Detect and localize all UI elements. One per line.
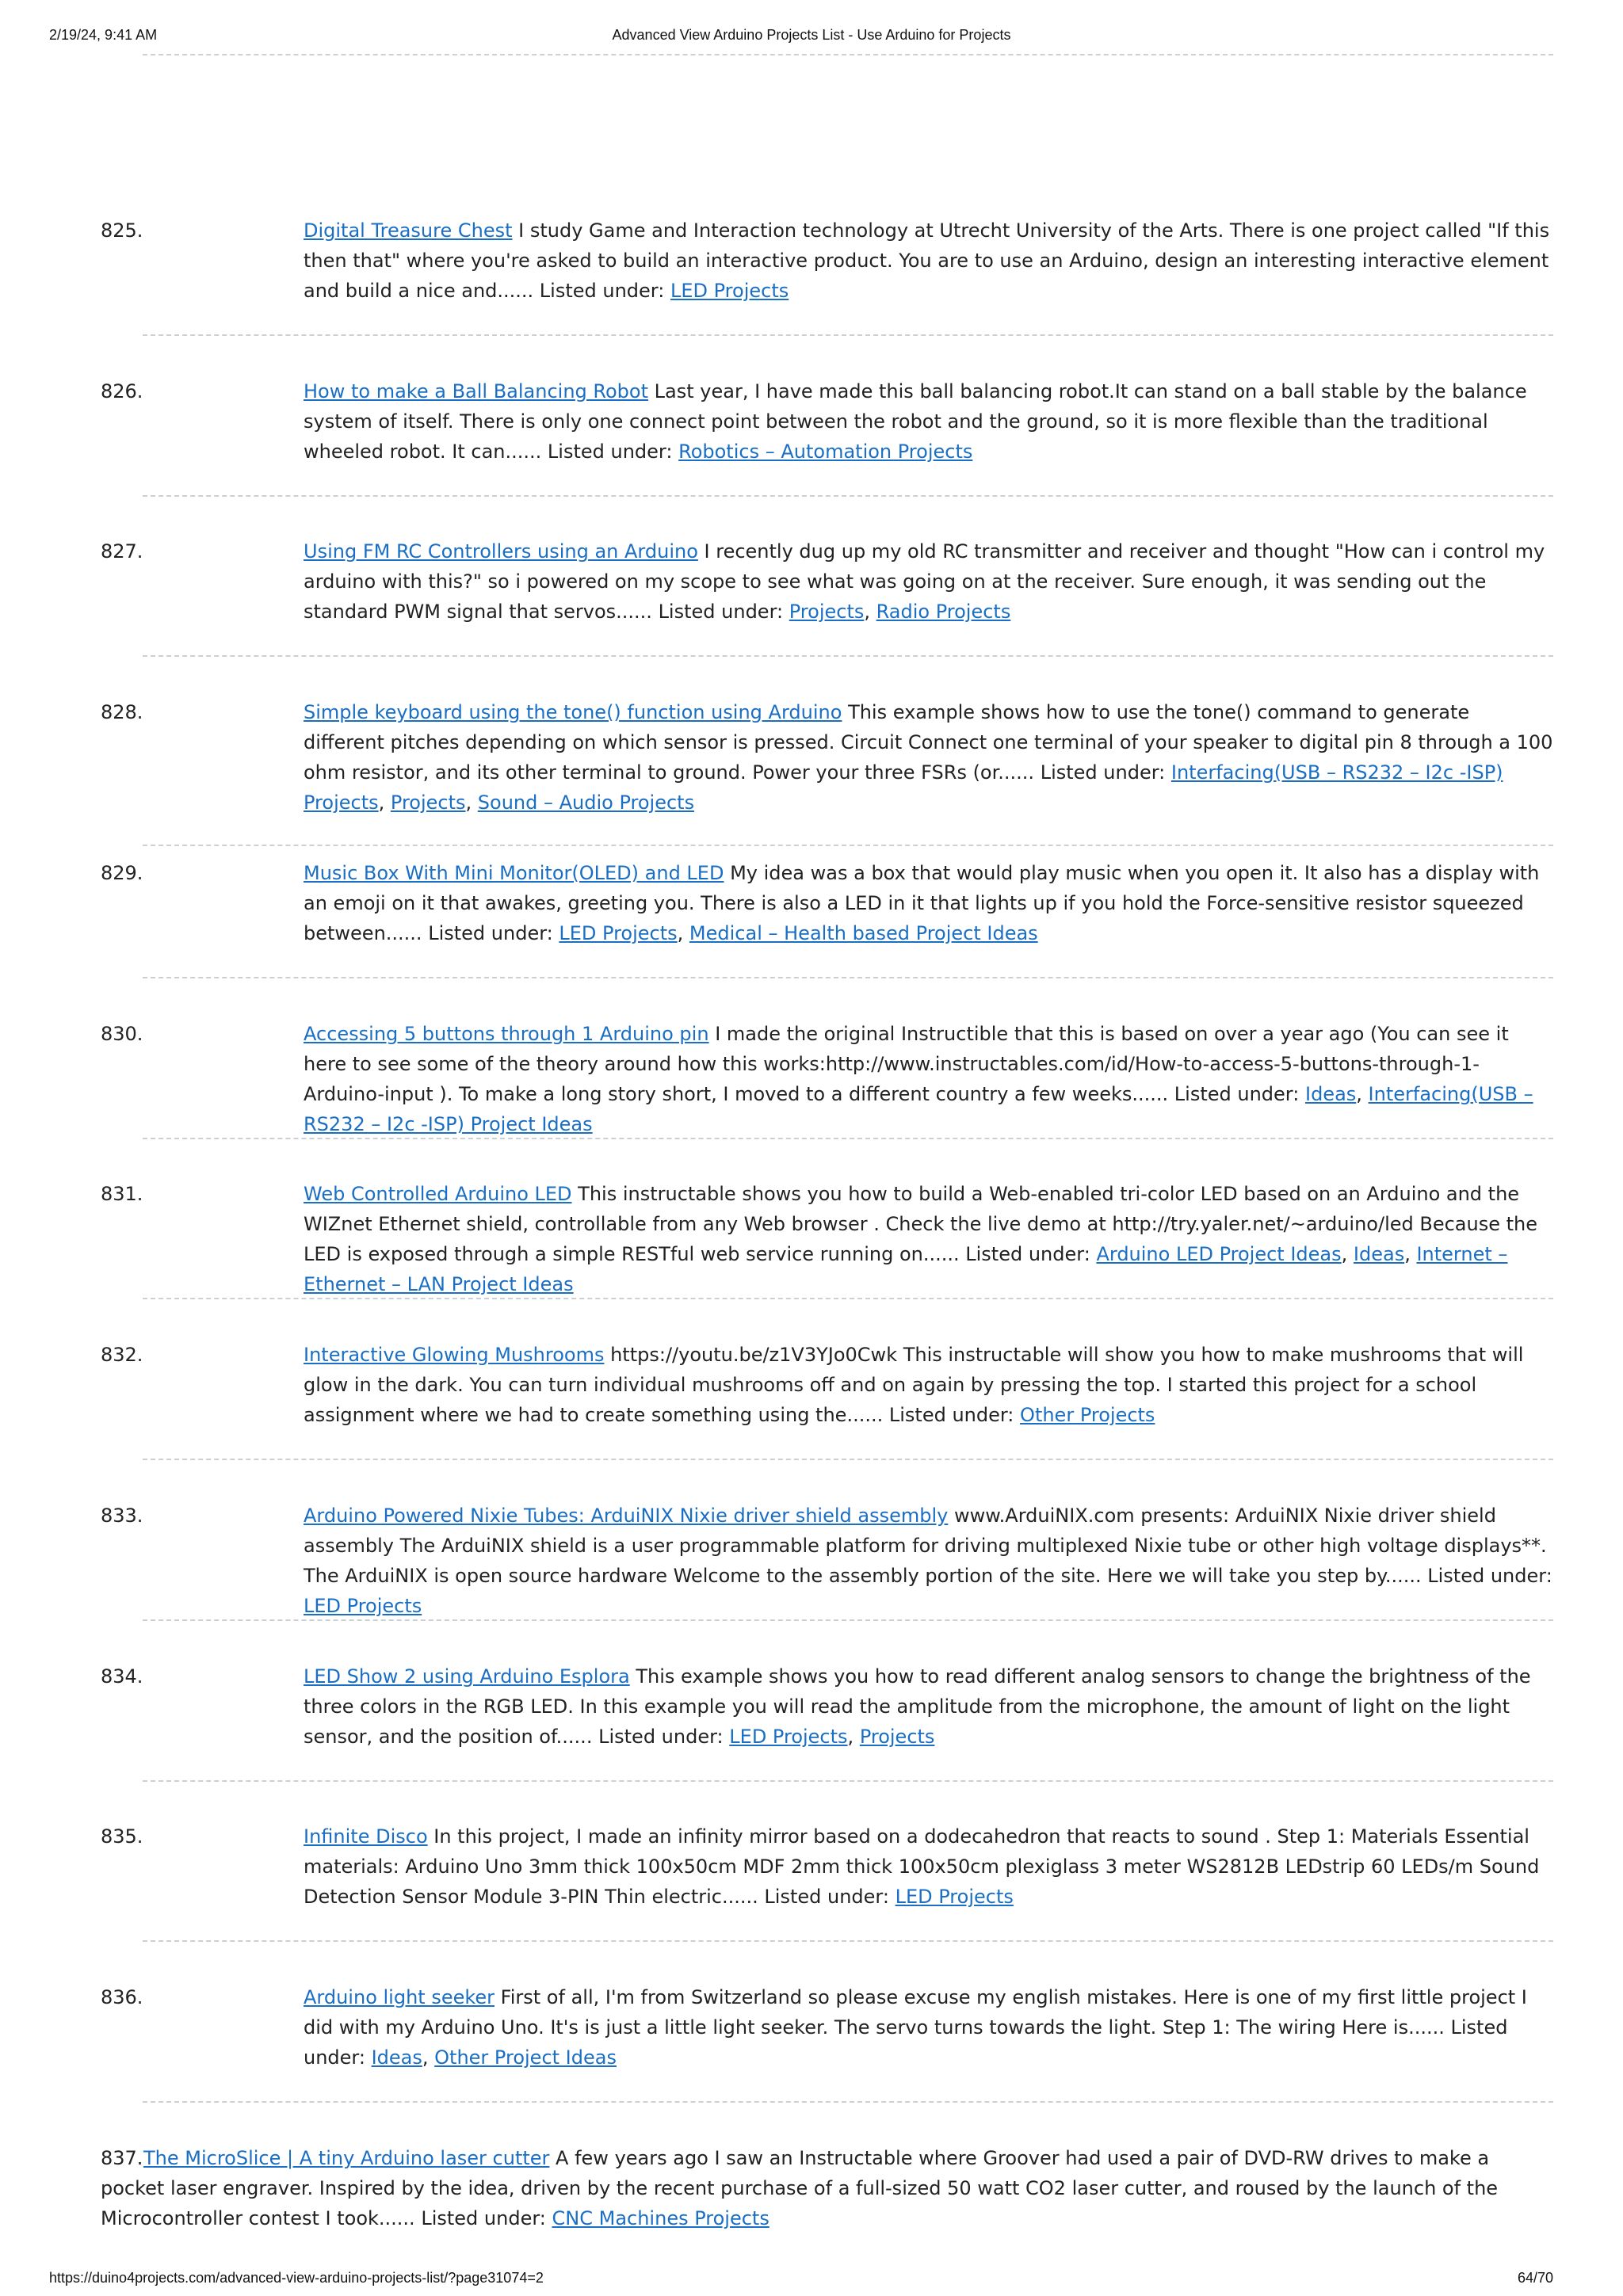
project-title-link[interactable]: Web Controlled Arduino LED (304, 1183, 572, 1205)
item-number: 835. (101, 1825, 143, 1848)
item-body (304, 1501, 1554, 1621)
item-body: Arduino light seeker First of all, I'm from Switzerland so please excuse my english mistakes. Here is one of my first little project I did with my Arduino Uno. It's is just a little light seeker. The servo turns towards the light. Step 1: The wiring Here is...... Listed under: Ideas, Other Project Ideas (304, 1986, 1527, 2069)
item-number: 829. (101, 862, 143, 884)
listed-under-label: Listed under: (539, 280, 665, 302)
item-body: Using FM RC Controllers using an Arduino I recently dug up my old RC transmitter and receiver and thought "How can i control my arduino with this?" so i powered on my scope to see what was going on at the receiver. Sure enough, it was sending out the standard PWM signal that servos...... Listed under: Projects, Radio Projects (304, 540, 1545, 623)
item-body: LED Show 2 using Arduino Esplora This example shows you how to read different analog sensors to change the brightness of the three colors in the RGB LED. In this example you will read the amplitude from the microphone, the amount of light on the light sensor, and the position of...... Listed under: LED Projects, Projects (304, 1665, 1531, 1748)
item-number: 831. (101, 1183, 143, 1205)
item-number: 825. (101, 219, 143, 242)
listed-under-label: Listed under: (658, 601, 784, 623)
entry-divider (143, 845, 1553, 846)
category-link[interactable]: Interfacing(USB – RS232 – I2c -ISP) Projects (304, 761, 1503, 814)
entry-divider (143, 2101, 1553, 2103)
category-link[interactable]: Projects (859, 1726, 935, 1748)
listed-under-label: Listed under: (1174, 1083, 1300, 1105)
item-body (304, 1340, 1554, 1430)
item-body (304, 376, 1554, 467)
item-number: 836. (101, 1986, 143, 2008)
listed-under-label: Listed under: (304, 2016, 1508, 2069)
item-body (304, 215, 1554, 306)
project-title-link[interactable]: Using FM RC Controllers using an Arduino (304, 540, 698, 563)
project-description: I made the original Instructible that this is based on over a year ago (You can see it here to see some of the theory around how this works:http://www.instructables.com/id/How-to-access-5-buttons-through-1-Arduino-input ). To make a long story short, I moved to a different country a few weeks...... (304, 1023, 1509, 1105)
project-title-link[interactable]: Interactive Glowing Mushrooms (304, 1344, 605, 1366)
listed-under-label: Listed under: (1040, 761, 1166, 784)
project-description: Last year, I have made this ball balancing robot.It can stand on a ball stable by the balance system of itself. There is only one connect point between the robot and the ground, so it is more flexible than the traditional wheeled robot. It can...... (304, 380, 1527, 463)
project-description: First of all, I'm from Switzerland so please excuse my english mistakes. Here is one of my first little project I did with my Arduino Uno. It's is just a little light seeker. The servo turns towards the light. Step 1: The wiring Here is...... (304, 1986, 1527, 2039)
item-number: 832. (101, 1344, 143, 1366)
category-link[interactable]: Interfacing(USB – RS232 – I2c -ISP) Project Ideas (304, 1083, 1533, 1135)
page-title: Advanced View Arduino Projects List - Use Arduino for Projects (612, 27, 1011, 43)
top-divider (143, 54, 1553, 55)
item-body (101, 2143, 1543, 2233)
category-link[interactable]: Projects (390, 791, 466, 814)
category-link[interactable]: CNC Machines Projects (552, 2207, 769, 2229)
category-link[interactable]: Other Projects (1020, 1404, 1155, 1426)
project-description: I study Game and Interaction technology at Utrecht University of the Arts. There is one project called "If this then that" where you're asked to build an interactive product. You are to use an Arduino, design an interesting interactive element and build a nice and...... (304, 219, 1550, 302)
item-body: Simple keyboard using the tone() function using Arduino This example shows how to use the tone() command to generate different pitches depending on which sensor is pressed. Circuit Connect one terminal of your speaker to digital pin 8 through a 100 ohm resistor, and its other terminal to ground. Power your three FSRs (or...... Listed under: Interfacing(USB – RS232 – I2c -ISP) Projects, Projects, Sound – Audio Projects (304, 701, 1553, 814)
category-link[interactable]: Arduino LED Project Ideas (1096, 1243, 1342, 1265)
print-header (0, 27, 1623, 51)
project-title-link[interactable]: Music Box With Mini Monitor(OLED) and LED (304, 862, 724, 884)
item-number: 828. (101, 701, 143, 723)
project-description: In this project, I made an infinity mirror based on a dodecahedron that reacts to sound . Step 1: Materials Essential materials: Arduino Uno 3mm thick 100x50cm MDF 2mm thick 100x50cm plexiglass 3 meter WS2812B LEDstrip 60 LEDs/m Sound Detection Sensor Module 3-PIN Thin electric...... (304, 1825, 1540, 1908)
entry-divider (143, 495, 1553, 497)
page-url: https://duino4projects.com/advanced-view-arduino-projects-list/?page31074=2 (49, 2270, 544, 2286)
category-link[interactable]: Medical – Health based Project Ideas (689, 922, 1038, 944)
entry-divider (143, 1940, 1553, 1942)
category-link[interactable]: Radio Projects (876, 601, 1011, 623)
item-number: 837. (101, 2147, 143, 2169)
category-link[interactable]: Internet – Ethernet – LAN Project Ideas (304, 1243, 1508, 1295)
project-title-link[interactable]: How to make a Ball Balancing Robot (304, 380, 649, 402)
item-body: Web Controlled Arduino LED This instructable shows you how to build a Web-enabled tri-color LED based on an Arduino and the WIZnet Ethernet shield, controllable from any Web browser . Check the live demo at http://try.yaler.net/~arduino/led Because the LED is exposed through a simple RESTful web service running on...... Listed under: Arduino LED Project Ideas, Ideas, Internet – Ethernet – LAN Project Ideas (304, 1183, 1537, 1295)
category-link[interactable]: LED Projects (304, 1595, 422, 1617)
item-body (304, 1821, 1554, 1912)
entry-divider (143, 977, 1553, 978)
entry-divider (143, 1780, 1553, 1782)
entry-divider (143, 655, 1553, 657)
category-link[interactable]: LED Projects (670, 280, 789, 302)
category-link[interactable]: Projects (789, 601, 865, 623)
page-indicator: 64/70 (1517, 2270, 1553, 2286)
category-link[interactable]: Ideas (1353, 1243, 1405, 1265)
category-link[interactable]: Robotics – Automation Projects (678, 441, 973, 463)
project-description: My idea was a box that would play music when you open it. It also has a display with an emoji on it that awakes, greeting you. There is also a LED in it that lights up if you hold the Force-sensitive resistor squeezed between...... (304, 862, 1540, 944)
listed-under-label: Listed under: (598, 1726, 724, 1748)
project-title-link[interactable]: The MicroSlice | A tiny Arduino laser cutter (143, 2147, 550, 2169)
project-description: https://youtu.be/z1V3YJo0Cwk This instructable will show you how to make mushrooms that will glow in the dark. You can turn individual mushrooms off and on again by pressing the top. I started this project for a school assignment where we had to create something using the...... (304, 1344, 1524, 1426)
item-number: 826. (101, 380, 143, 402)
project-description: www.ArduiNIX.com presents: ArduiNIX Nixie driver shield assembly The ArduiNIX shield is a user programmable platform for driving multiplexed Nixie tube or other high voltage displays**. The ArduiNIX is open source hardware Welcome to the assembly portion of the site. Here we will take you step by...... (304, 1505, 1547, 1587)
category-link[interactable]: Ideas (1304, 1083, 1357, 1105)
project-title-link[interactable]: LED Show 2 using Arduino Esplora (304, 1665, 630, 1688)
item-number: 830. (101, 1023, 143, 1045)
project-title-link[interactable]: Arduino Powered Nixie Tubes: ArduiNIX Nixie driver shield assembly (304, 1505, 949, 1527)
project-description: A few years ago I saw an Instructable where Groover had used a pair of DVD-RW drives to make a pocket laser engraver. Inspired by the idea, driven by the recent purchase of a full-sized 50 watt CO2 laser cutter, and roused by the launch of the Microcontroller contest I took...... (101, 2147, 1499, 2229)
category-link[interactable]: LED Projects (559, 922, 678, 944)
project-description: This instructable shows you how to build a Web-enabled tri-color LED based on an Arduino and the WIZnet Ethernet shield, controllable from any Web browser . Check the live demo at http://try.yaler.net/~arduino/led Because the LED is exposed through a simple RESTful web service running on...... (304, 1183, 1537, 1265)
item-number: 827. (101, 540, 143, 563)
listed-under-label: Listed under: (428, 922, 553, 944)
project-title-link[interactable]: Accessing 5 buttons through 1 Arduino pin (304, 1023, 709, 1045)
project-title-link[interactable]: Simple keyboard using the tone() function using Arduino (304, 701, 842, 723)
category-link[interactable]: LED Projects (729, 1726, 848, 1748)
project-description: This example shows how to use the tone() command to generate different pitches depending on which sensor is pressed. Circuit Connect one terminal of your speaker to digital pin 8 through a 100 ohm resistor, and its other terminal to ground. Power your three FSRs (or...... (304, 701, 1553, 784)
listed-under-label: Listed under: (421, 2207, 546, 2229)
category-link[interactable]: Ideas (371, 2046, 422, 2069)
entry-divider (143, 1459, 1553, 1460)
listed-under-label: Listed under: (965, 1243, 1090, 1265)
listed-under-label: Listed under: (1427, 1565, 1552, 1587)
project-title-link[interactable]: Digital Treasure Chest (304, 219, 513, 242)
print-datetime: 2/19/24, 9:41 AM (49, 27, 158, 43)
category-link[interactable]: Other Project Ideas (434, 2046, 617, 2069)
entry-divider (143, 334, 1553, 336)
listed-under-label: Listed under: (764, 1886, 889, 1908)
item-number: 833. (101, 1505, 143, 1527)
item-number: 834. (101, 1665, 143, 1688)
project-title-link[interactable]: Arduino light seeker (304, 1986, 495, 2008)
project-title-link[interactable]: Infinite Disco (304, 1825, 428, 1848)
category-link[interactable]: Sound – Audio Projects (477, 791, 695, 814)
category-link[interactable]: LED Projects (895, 1886, 1014, 1908)
item-body: Accessing 5 buttons through 1 Arduino pin I made the original Instructible that this is based on over a year ago (You can see it here to see some of the theory around how this works:http://www.instructables.com/id/How-to-access-5-buttons-through-1-Arduino-input ). To make a long story short, I moved to a different country a few weeks...... Listed under: Ideas, Interfacing(USB – RS232 – I2c -ISP) Project Ideas (304, 1023, 1533, 1135)
project-description: I recently dug up my old RC transmitter and receiver and thought "How can i control my arduino with this?" so i powered on my scope to see what was going on at the receiver. Sure enough, it was sending out the standard PWM signal that servos...... (304, 540, 1545, 623)
item-body: Music Box With Mini Monitor(OLED) and LED My idea was a box that would play music when you open it. It also has a display with an emoji on it that awakes, greeting you. There is also a LED in it that lights up if you hold the Force-sensitive resistor squeezed between...... Listed under: LED Projects, Medical – Health based Project Ideas (304, 862, 1540, 944)
listed-under-label: Listed under: (547, 441, 673, 463)
listed-under-label: Listed under: (888, 1404, 1014, 1426)
project-description: This example shows you how to read different analog sensors to change the brightness of the three colors in the RGB LED. In this example you will read the amplitude from the microphone, the amount of light on the light sensor, and the position of...... (304, 1665, 1531, 1748)
